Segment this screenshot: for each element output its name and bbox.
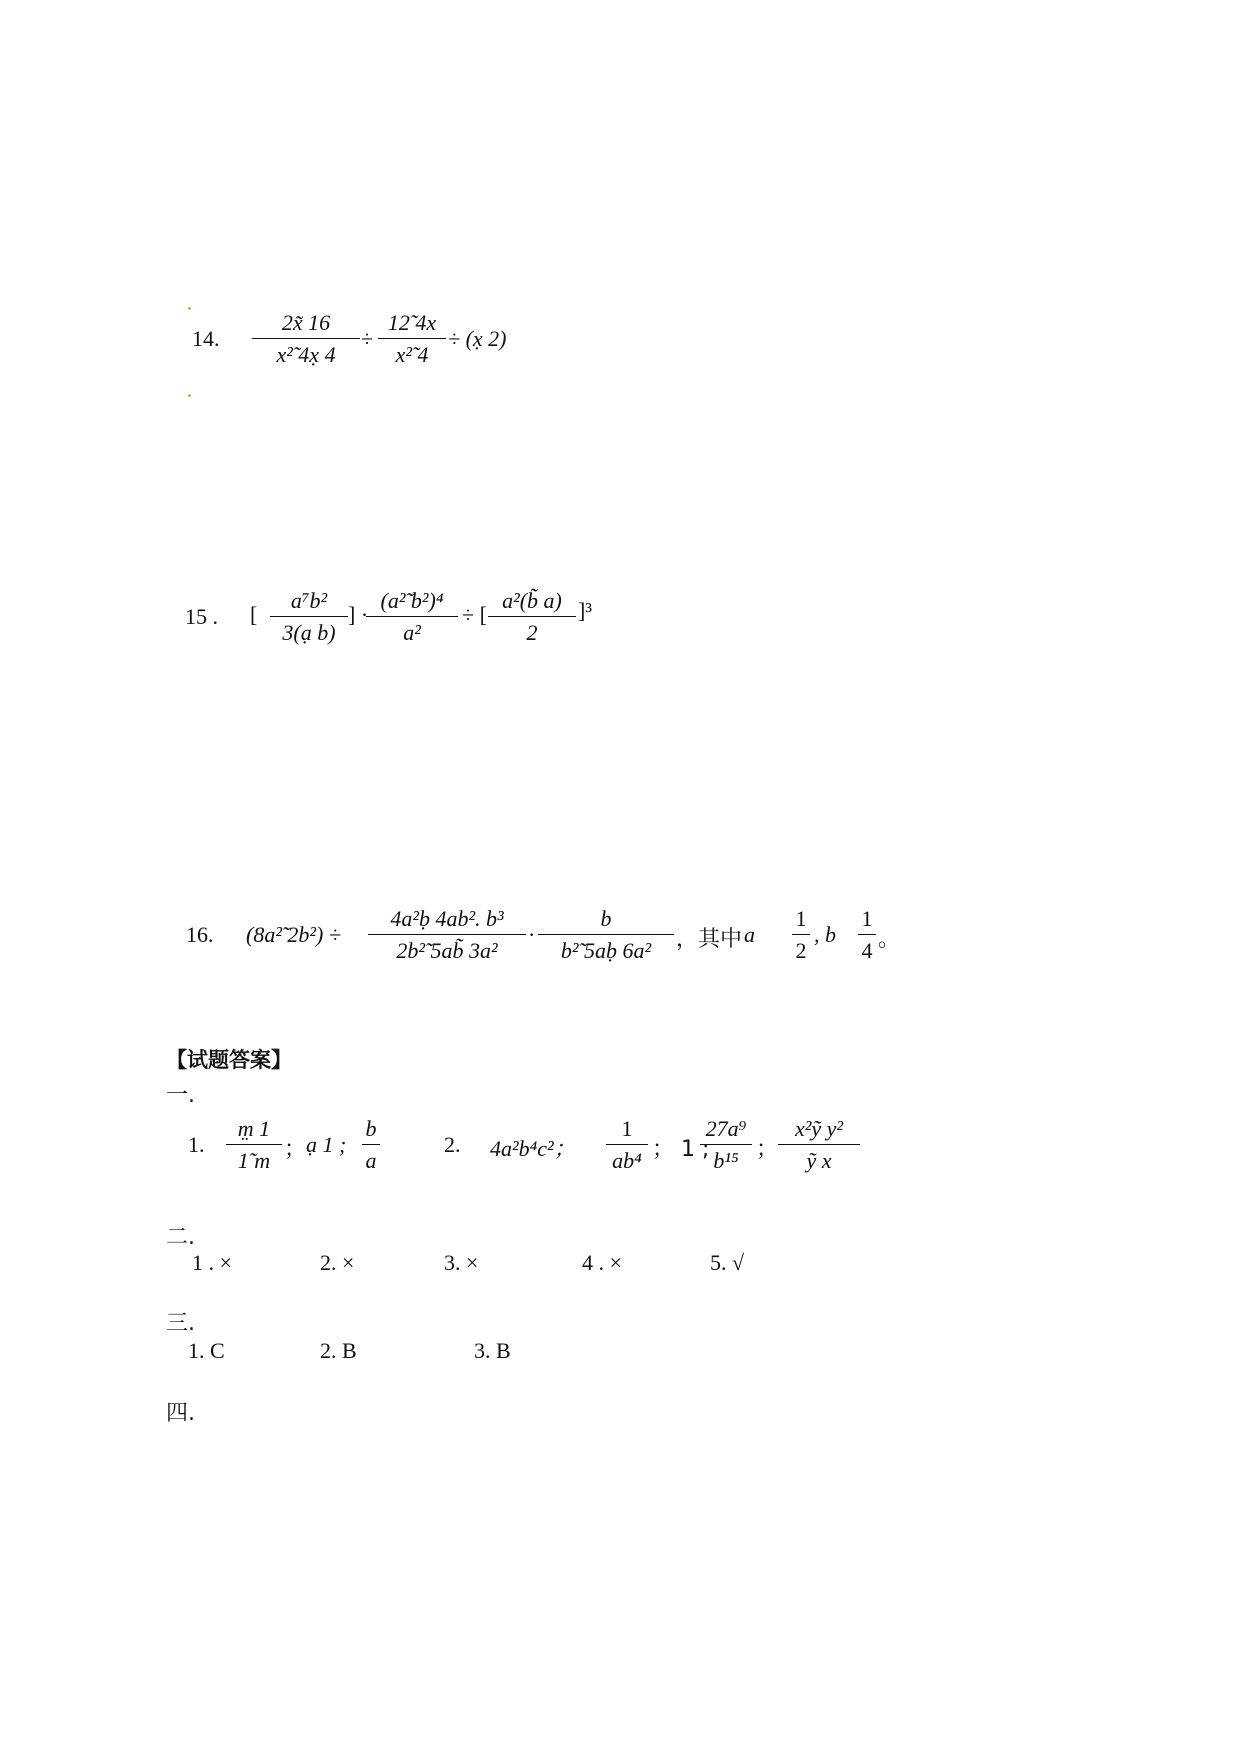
operator: ÷ [ [462,602,487,627]
fraction [700,1116,752,1174]
fraction-bar [606,1144,648,1145]
bullet-mark [188,307,191,310]
numerator: 1 [795,906,807,931]
numerator: b [365,1116,377,1141]
fraction-bar [252,338,360,339]
section-label: 一. [166,1083,195,1108]
fraction-bar [700,1144,752,1145]
fraction [226,1116,282,1174]
fraction [368,906,526,964]
answer-item: 3. × [444,1250,479,1275]
fraction-bar [488,616,576,617]
fraction-bar [858,934,876,935]
numerator: 4a²ḅ 4ab². b³ [390,906,504,931]
numerator: b [600,906,612,931]
denominator: 2 [795,938,807,963]
section-label: 二. [166,1225,195,1250]
numerator: 12̃ 4x [387,310,437,335]
separator: ； 1 ; [652,1137,710,1162]
question-number: 14. [192,326,220,351]
fraction-bar [270,616,348,617]
question-number: 15 . [185,604,218,629]
answer-item: 2. × [320,1250,355,1275]
separator: ； [284,1137,307,1162]
fraction [366,588,458,646]
answer-text: ạ 1 ; [306,1132,347,1157]
fraction-bar [226,1144,282,1145]
variable-a: a [744,922,755,947]
bullet-mark [188,394,191,397]
fraction [792,906,810,964]
question-number: 16. [186,922,214,947]
bracket: ]³ [578,598,592,623]
answer-item: 2. B [320,1338,357,1363]
answer-text: 4a²b⁴c²； [490,1136,576,1161]
fraction-bar [362,1144,380,1145]
answer-item: 3. B [474,1338,511,1363]
answer-number: 2. [444,1132,461,1157]
operator: ] · [348,602,369,627]
fraction [270,588,348,646]
section-title: 【试题答案】 [166,1048,292,1072]
fraction-bar [366,616,458,617]
denominator: a² [403,620,421,645]
denominator: 1̃ m [237,1148,271,1173]
fraction-bar [368,934,526,935]
numerator: 1 [621,1116,633,1141]
answer-item: 5. √ [710,1250,745,1275]
section-label: 四. [166,1401,195,1426]
answer-number: 1. [188,1132,205,1157]
denominator: b²̃ 5aḅ 6a² [560,938,652,963]
operator: ÷ [361,326,374,351]
separator: ； [756,1137,779,1162]
bracket: [ [250,602,258,627]
numerator: m̤ 1 [237,1116,271,1141]
fraction [606,1116,648,1174]
fraction [538,906,674,964]
fraction [778,1116,860,1174]
numerator: a⁷b² [290,588,328,613]
denominator: b¹⁵ [713,1148,739,1173]
expression-tail: ÷ (x̣ 2) [448,326,507,351]
answer-item: 1. C [188,1338,225,1363]
condition-text: ，其中 [676,927,743,952]
answer-item: 1 . × [192,1250,232,1275]
fraction-bar [538,934,674,935]
answer-item: 4 . × [582,1250,622,1275]
fraction [362,1116,380,1174]
numerator: 2x̃ 16 [281,310,331,335]
numerator: 1 [861,906,873,931]
numerator: a²(b̃ a) [502,588,562,613]
denominator: 2 [526,620,538,645]
numerator: (a²̃ b²)⁴ [380,588,444,613]
denominator: ỹ x [806,1148,832,1173]
fraction-bar [792,934,810,935]
fraction [488,588,576,646]
fraction [252,310,360,368]
fraction [378,310,446,368]
denominator: 2b²̃ 5ab̃ 3a² [396,938,498,963]
denominator: 4 [861,938,873,963]
denominator: 3(ạ b) [282,620,336,645]
numerator: x²ỹ y² [795,1116,843,1141]
period: 。 [878,927,901,952]
variable-b: , b [814,922,836,947]
denominator: x²̃ 4x̣ 4 [276,342,336,367]
section-label: 三. [166,1311,195,1336]
fraction-bar [778,1144,860,1145]
denominator: x²̃ 4 [395,342,429,367]
fraction [858,906,876,964]
numerator: 27a⁹ [705,1116,747,1141]
denominator: ab⁴ [612,1148,642,1173]
expression-lead: (8a²̃ 2b²) ÷ [246,922,341,947]
denominator: a [365,1148,377,1173]
operator: · [528,922,536,947]
fraction-bar [378,338,446,339]
